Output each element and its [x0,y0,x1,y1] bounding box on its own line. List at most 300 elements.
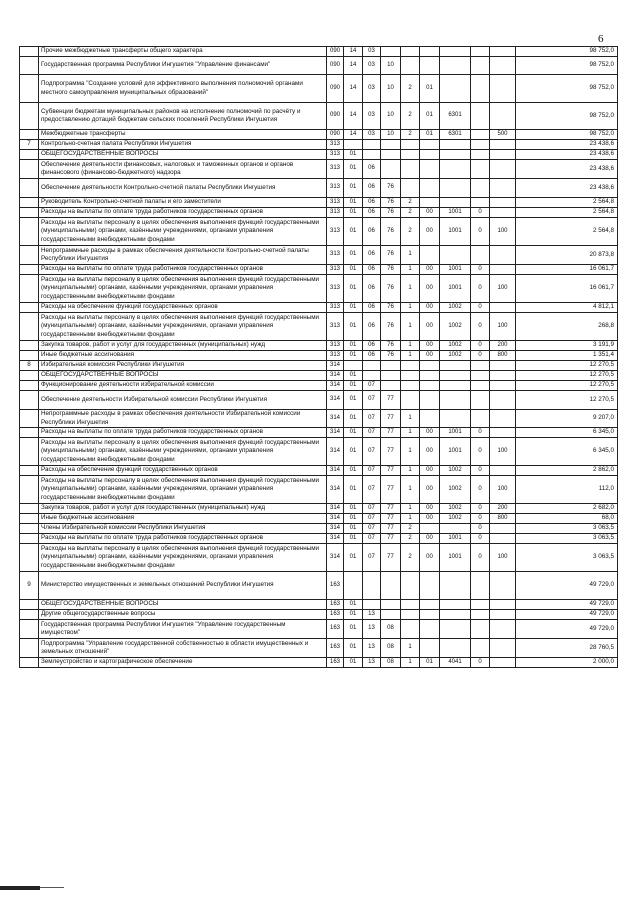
row-code: 0 [471,524,490,534]
row-code: 800 [490,351,516,361]
row-code: 01 [344,391,363,410]
row-code: 0 [471,265,490,275]
row-code: 13 [363,610,381,620]
row-code: 06 [363,313,381,341]
row-code: 313 [327,246,344,265]
row-code: 76 [381,351,401,361]
row-code: 2 [401,198,420,208]
row-code: 06 [363,246,381,265]
row-code: 314 [327,438,344,466]
row-index [20,208,39,218]
row-code [471,600,490,610]
row-name: Расходы на выплаты персоналу в целях обеспечения выполнения функций государственными (муниципальными) органами, казёнными учреждениями, органами управления государственными внебюджетными фондами [39,544,327,572]
row-name: Избирательная комиссия Республики Ингушетия [39,361,327,371]
row-code: 01 [344,371,363,381]
row-code [440,371,471,381]
row-amount: 9 207,0 [516,410,618,428]
row-code [401,57,420,75]
row-code: 06 [363,208,381,218]
row-code: 14 [344,75,363,103]
row-code: 00 [420,208,440,218]
table-row [20,218,618,246]
row-name: Расходы на выплаты по оплате труда работников государственных органов [39,428,327,438]
row-code [440,179,471,198]
row-code: 1 [401,514,420,524]
row-code [440,381,471,391]
row-code: 100 [490,275,516,303]
row-name: Расходы на выплаты персоналу в целях обеспечения выполнения функций государственными (муниципальными) органами, казёнными учреждениями, органами управления государственными внебюджетными фондами [39,313,327,341]
row-code [363,150,381,160]
row-index [20,466,39,476]
row-code: 07 [363,514,381,524]
row-amount: 16 061,7 [516,265,618,275]
row-code [401,160,420,179]
row-code: 06 [363,341,381,351]
row-index [20,351,39,361]
row-code: 313 [327,179,344,198]
row-name: Обеспечение деятельности Контрольно-счетной палаты Республики Ингушетия [39,179,327,198]
row-index [20,57,39,75]
row-name: ОБЩЕГОСУДАРСТВЕННЫЕ ВОПРОСЫ [39,150,327,160]
row-amount: 49 729,0 [516,572,618,600]
row-code [471,179,490,198]
row-code: 1002 [440,514,471,524]
row-code [471,246,490,265]
row-code: 090 [327,103,344,130]
row-code: 313 [327,160,344,179]
row-code: 313 [327,313,344,341]
row-code [381,160,401,179]
row-name: Межбюджетные трансферты [39,130,327,140]
table-row [20,610,618,620]
page-number: 6 [598,33,604,45]
row-code [420,57,440,75]
row-code [490,179,516,198]
row-code [490,75,516,103]
table-row [20,514,618,524]
row-name: Обеспечение деятельности финансовых, налоговых и таможенных органов и органов финансового (финансово-бюджетного) надзора [39,160,327,179]
row-code: 00 [420,275,440,303]
row-code: 03 [363,103,381,130]
row-code [401,371,420,381]
row-amount: 23 438,6 [516,160,618,179]
table-row [20,140,618,150]
row-code [471,391,490,410]
row-name: Министерство имущественных и земельных отношений Республики Ингушетия [39,572,327,600]
row-code [420,381,440,391]
row-code: 0 [471,466,490,476]
row-code [420,639,440,658]
table-row [20,438,618,466]
row-code [490,303,516,313]
row-code: 1 [401,303,420,313]
row-name: Контрольно-счетная палата Республики Ингушетия [39,140,327,150]
row-amount: 12 270,5 [516,371,618,381]
row-code: 01 [420,75,440,103]
row-code: 0 [471,218,490,246]
row-code: 01 [344,524,363,534]
table-row [20,620,618,639]
row-code: 313 [327,341,344,351]
row-code: 090 [327,57,344,75]
row-code: 314 [327,514,344,524]
row-code: 1 [401,351,420,361]
row-code: 77 [381,534,401,544]
row-code [490,610,516,620]
row-code [401,47,420,57]
row-code: 1002 [440,504,471,514]
row-code: 1 [401,504,420,514]
row-code: 00 [420,504,440,514]
row-code: 10 [381,57,401,75]
row-code: 100 [490,313,516,341]
row-code: 0 [471,438,490,466]
row-code: 01 [420,658,440,668]
row-code: 0 [471,313,490,341]
row-index [20,160,39,179]
row-code: 313 [327,218,344,246]
row-amount: 16 061,7 [516,275,618,303]
row-code: 313 [327,303,344,313]
row-code [490,620,516,639]
row-index [20,410,39,428]
row-name: Расходы на выплаты персоналу в целях обеспечения выполнения функций государственными (муниципальными) органами, казёнными учреждениями, органами управления государственными внебюджетными фондами [39,218,327,246]
row-code: 0 [471,658,490,668]
row-code [490,524,516,534]
row-name: Члены Избирательной комиссии Республики Ингушетия [39,524,327,534]
table-row [20,504,618,514]
row-code: 01 [344,544,363,572]
row-code [471,150,490,160]
row-code [401,391,420,410]
row-code: 01 [344,600,363,610]
row-code: 77 [381,391,401,410]
row-code [363,572,381,600]
row-amount: 3 063,5 [516,534,618,544]
row-name: Функционирование деятельности избирательной комиссии [39,381,327,391]
row-code [440,160,471,179]
row-code: 6301 [440,103,471,130]
row-code: 07 [363,466,381,476]
table-row [20,600,618,610]
scan-edge-line [40,887,64,888]
row-code [401,179,420,198]
row-code: 314 [327,428,344,438]
row-code [471,47,490,57]
row-code [490,47,516,57]
row-index [20,371,39,381]
row-code [471,610,490,620]
row-index [20,75,39,103]
row-name: Расходы на выплаты по оплате труда работников государственных органов [39,265,327,275]
row-code: 14 [344,130,363,140]
row-index [20,620,39,639]
row-amount: 68,0 [516,514,618,524]
row-amount: 12 270,5 [516,381,618,391]
row-name: Иные бюджетные ассигнования [39,514,327,524]
row-amount: 98 752,0 [516,57,618,75]
row-name: Расходы на выплаты по оплате труда работников государственных органов [39,534,327,544]
row-code [344,361,363,371]
row-code [490,466,516,476]
row-code [471,381,490,391]
row-code [363,140,381,150]
row-code: 4041 [440,658,471,668]
row-code: 00 [420,514,440,524]
row-index [20,658,39,668]
row-code [401,361,420,371]
row-code: 313 [327,140,344,150]
row-code [420,524,440,534]
table-row [20,75,618,103]
row-code [490,658,516,668]
row-code: 090 [327,130,344,140]
row-code: 01 [344,610,363,620]
row-name: Государственная программа Республики Ингушетия "Управление государственным имуществом" [39,620,327,639]
table-row [20,341,618,351]
row-index [20,265,39,275]
row-index [20,303,39,313]
row-code [490,381,516,391]
row-code: 01 [344,620,363,639]
row-code [420,47,440,57]
row-code: 1002 [440,466,471,476]
row-amount: 2 564,8 [516,198,618,208]
table-row [20,428,618,438]
row-index [20,150,39,160]
row-amount: 28 760,5 [516,639,618,658]
row-code: 01 [344,476,363,504]
table-row [20,534,618,544]
row-code: 0 [471,544,490,572]
row-amount: 23 438,6 [516,140,618,150]
row-code [401,381,420,391]
table-row [20,303,618,313]
table-row [20,524,618,534]
row-code: 1001 [440,275,471,303]
row-name: Закупка товаров, работ и услуг для государственных (муниципальных) нужд [39,504,327,514]
table-row [20,275,618,303]
row-code: 1 [401,265,420,275]
row-name: Расходы на выплаты персоналу в целях обеспечения выполнения функций государственными (муниципальными) органами, казёнными учреждениями, органами управления государственными внебюджетными фондами [39,275,327,303]
row-code [440,57,471,75]
table-row [20,179,618,198]
row-code: 01 [344,341,363,351]
row-code: 03 [363,130,381,140]
row-name: Расходы на выплаты по оплате труда работников государственных органов [39,208,327,218]
row-code: 01 [344,198,363,208]
row-code: 01 [344,179,363,198]
row-code [420,410,440,428]
row-code: 01 [344,160,363,179]
row-code: 01 [420,103,440,130]
row-code: 77 [381,504,401,514]
row-name: Землеустройство и картографическое обеспечение [39,658,327,668]
table-row [20,198,618,208]
row-code: 06 [363,275,381,303]
row-code: 0 [471,341,490,351]
row-amount: 49 729,0 [516,620,618,639]
row-code [420,160,440,179]
row-code: 00 [420,438,440,466]
row-code [401,610,420,620]
row-code [381,150,401,160]
row-code: 07 [363,381,381,391]
row-code: 77 [381,428,401,438]
row-code: 77 [381,476,401,504]
row-code: 2 [401,75,420,103]
row-code: 00 [420,265,440,275]
row-code: 163 [327,639,344,658]
table-row [20,351,618,361]
row-code: 314 [327,544,344,572]
table-row [20,47,618,57]
table-row [20,658,618,668]
row-code: 163 [327,600,344,610]
row-code: 01 [344,658,363,668]
row-name: Другие общегосударственные вопросы [39,610,327,620]
row-code: 1 [401,466,420,476]
row-code [440,47,471,57]
row-code [420,391,440,410]
row-code: 00 [420,534,440,544]
row-code: 01 [420,130,440,140]
row-code: 313 [327,351,344,361]
row-code: 01 [344,275,363,303]
row-code: 1 [401,428,420,438]
row-code: 1001 [440,438,471,466]
row-code [490,639,516,658]
row-index: 8 [20,361,39,371]
row-code [381,371,401,381]
row-code [420,361,440,371]
row-code: 163 [327,610,344,620]
row-code: 1 [401,410,420,428]
row-code [440,140,471,150]
row-code [490,361,516,371]
row-code: 10 [381,75,401,103]
row-code: 14 [344,103,363,130]
row-code: 313 [327,150,344,160]
row-code [440,246,471,265]
row-code: 08 [381,639,401,658]
row-code [471,198,490,208]
row-code: 01 [344,534,363,544]
row-index [20,610,39,620]
row-name: Подпрограмма "Управление государственной собственностью в области имущественных и земельных отношений" [39,639,327,658]
row-name: Расходы на обеспечение функций государственных органов [39,466,327,476]
row-code: 13 [363,620,381,639]
row-code: 76 [381,341,401,351]
row-index [20,275,39,303]
row-code: 76 [381,246,401,265]
row-code: 76 [381,313,401,341]
row-name: Расходы на выплаты персоналу в целях обеспечения выполнения функций государственными (муниципальными) органами, казёнными учреждениями, органами управления государственными внебюджетными фондами [39,438,327,466]
table-row [20,160,618,179]
row-code [440,620,471,639]
row-code [344,140,363,150]
row-code [440,198,471,208]
row-code [420,140,440,150]
scan-edge-mark [0,886,40,890]
row-code: 00 [420,218,440,246]
row-code: 1001 [440,218,471,246]
row-code [420,150,440,160]
row-amount: 3 063,5 [516,524,618,534]
row-code: 090 [327,47,344,57]
row-code: 163 [327,620,344,639]
row-index: 9 [20,572,39,600]
row-code [490,391,516,410]
table-row [20,466,618,476]
table-row [20,476,618,504]
row-code: 07 [363,410,381,428]
row-code: 00 [420,313,440,341]
row-code: 1 [401,313,420,341]
row-code [401,140,420,150]
row-code: 07 [363,476,381,504]
row-code [440,391,471,410]
row-code [440,600,471,610]
row-code: 07 [363,391,381,410]
row-code: 313 [327,198,344,208]
row-code [471,103,490,130]
row-code [490,208,516,218]
row-amount: 2 564,8 [516,208,618,218]
row-code: 0 [471,303,490,313]
row-code [401,600,420,610]
row-code [420,610,440,620]
row-code: 314 [327,381,344,391]
row-index [20,438,39,466]
row-code [490,140,516,150]
table-row [20,639,618,658]
row-code [401,572,420,600]
row-code: 1 [401,476,420,504]
row-code: 06 [363,179,381,198]
row-code [401,620,420,639]
row-code: 01 [344,466,363,476]
row-code: 08 [381,620,401,639]
row-index [20,130,39,140]
table-row [20,246,618,265]
row-code: 07 [363,524,381,534]
row-code: 76 [381,303,401,313]
row-code: 6301 [440,130,471,140]
row-amount: 2 000,0 [516,658,618,668]
row-amount: 20 873,8 [516,246,618,265]
row-code: 1 [401,639,420,658]
row-code: 00 [420,428,440,438]
row-name: Иные бюджетные ассигнования [39,351,327,361]
row-code [440,610,471,620]
row-code: 77 [381,544,401,572]
row-code [490,572,516,600]
row-amount: 268,8 [516,313,618,341]
row-name: Подпрограмма "Создание условий для эффективного выполнения полномочий органами местного самоуправления муниципальных образований" [39,75,327,103]
row-code: 100 [490,218,516,246]
table-row [20,544,618,572]
row-code: 01 [344,410,363,428]
row-code: 1 [401,658,420,668]
row-name: Обеспечение деятельности Избирательной комиссии Республики Ингушетия [39,391,327,410]
row-code: 76 [381,275,401,303]
table-row [20,130,618,140]
row-code: 100 [490,544,516,572]
row-code: 1002 [440,313,471,341]
row-code: 0 [471,208,490,218]
row-code: 03 [363,75,381,103]
